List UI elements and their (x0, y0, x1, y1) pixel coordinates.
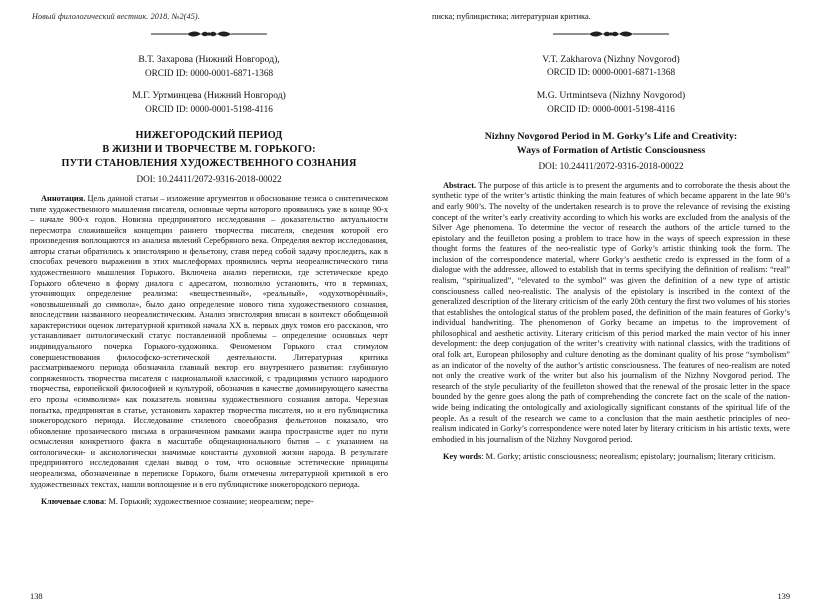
keywords-right (432, 452, 790, 463)
doi-right: DOI: 10.24411/2072-9316-2018-00022 (538, 160, 684, 171)
ornament-icon (551, 28, 671, 40)
abstract-right (432, 181, 790, 445)
author-entry (30, 53, 388, 80)
abstract-left (30, 194, 388, 490)
keywords-label: Key words (443, 452, 482, 462)
abstract-text: Цель данной статьи – изложение аргументов и обоснование тезиса о синтетическом типе художественного мышления писателя, основные черты которого проявились уже в конце 90-х – начале 900-х годов. Новизна предпринятого исследования – доказательство актуальности пересмотра сложившейся концепции раннего творчества писателя, сведения которой его произведения воплощаются из анализа явлений Серебряного века. Определяя вектор исследования, авторы статьи обратились к эпистолярию и фельетону, ставя перед собой задачу проследить, как в способах речевого выражения в этих мыслеформах проявились черты неореалистического типа художественного мышления Горького. Включена анализ переписки, где эстетическое кредо Горького облечено в форму диалога с адресатом, позволило установить, что в терминах, уточняющих определение реализма: «вещественный», «реальный», «одухотворённый», «овозвышенный до символа», было дано определение нового типа художественного сознания, впоследствии названного неореалистическим. Анализ эпистолярия вписан в контекст обобщенной характеристики оценок литературной критикой начала XX в. первых двух томов его рассказов, что устанавливает онтологический статус поставленной проблемы – определение основных черт индивидуального почерка Горького-художника. Феноменом Горького стал стимулом совершенствования философско-эстетической деятельности. Литературная критика рассматриваемого периода обозначила главный вектор его внутреннего развития: глубинную сопряженность творчества писателя с национальной классикой, с традициями устного народного творчества, европейской философией и культурой, обозначив в качестве доминирующего качества его прозы «символизм» как показатель новизны художественного сознания автора. Черезная попытка, предпринятая в статье, установить характер творчества писателя, но и его публицистика нижегородского периода. Исследование стилевого своеобразия фельетонов показало, что обновление прозаического письма в ограниченном рамками жанра пространстве идет по пути осмысления конкретного факта в масштабе общенационального бытия – с указанием на онтологически- и аксиологически значимые константы духовной жизни народа. В результате предпринятого исследования сделан вывод о том, что основные эстетические принципы неореализма, обозначенные в переписке Горького, были отмечены литературной критикой в его художественных текстах, нашли воплощение и в его публицистике нижегородского периода. (30, 193, 388, 489)
author-entry (432, 89, 790, 116)
keywords-left-continuation: писка; публицистика; литературная критика. (432, 12, 591, 21)
title-line: ПУТИ СТАНОВЛЕНИЯ ХУДОЖЕСТВЕННОГО СОЗНАНИЯ (61, 158, 357, 170)
page-title-en (432, 130, 790, 159)
abstract-text: The purpose of this article is to present the arguments and to corroborate the thesis about the synthetic type of the writer’s artistic thinking the main features of which became apparent in the late 90’s and early 900’s. The novelty of the undertaken research is to prove the relevance of revising the existing concept of the writer’s early creativity according to which his works are excluded from the analysis of the Silver Age phenomena. To determine the vector of research the authors of the article turned to the epistolary and the feuilleton posing a problem to trace how in the ways of speech expression in these thought forms the features of the neo-realistic type of Gorky’s artistic thinking took the form. The inclusion of the correspondence material, where Gorky’s aesthetic credo is expressed in the form of a dialogue with the addressee, allowed to establish that in terms specifying the definition of realism: “real” realism, “spiritualized”, “elevated to the symbol” was given the definition of a new type of artistic consciousness called neo-realistic. The analysis of the epistolary is inscribed in the context of the generalized description of the literary criticism of the early 20th century the first two volumes of his stories that establishes the ontological status of the problem posed, the definition of the main features of Gorky’s individual handwriting. The phenomenon of Gorky became an impetus to the improvement of philosophical and aesthetic activity. Literary criticism of this period marked the main vector of his inner development: the deep conjugation of the writer’s creativity with national classics, with the traditions of oral folk art, European philosophy and culture denoting as the dominant quality of his prose “symbolism” as an indicator of the novelty of the author’s artistic consciousness. The features of neo-realism are noted not only the creative work of the writer but also his journalism of the Nizhny Novgorod period. The research of the style peculiarity of the feuilleton showed that the renewal of the prosaic letter in the space bounded by the genre goes along the path of comprehending the concrete fact on the scale of the nation-wide being indicating the ontologically and axiologically significant constants of the spiritual life of the people. As a result of the research we came to a conclusion that the main aesthetic principles of neo-realism indicated in Gorky’s correspondence were noted later by literary criticism in his artistic texts, were embodied in his journalism of the Nizhny Novgorod period. (432, 180, 790, 444)
author-orcid: ORCID ID: 0000-0001-6871-1368 (546, 67, 676, 78)
keywords-text: : М. Горький; художественное сознание; неореализм; пере- (104, 497, 314, 507)
author-name: M.G. Urtmintseva (Nizhny Novgorod) (536, 89, 686, 101)
author-orcid: ORCID ID: 0000-0001-5198-4116 (145, 104, 273, 115)
author-block-left (30, 53, 388, 117)
keywords-text: : M. Gorky; artistic consciousness; neorealism; epistolary; journalism; literary criticism. (481, 452, 776, 462)
ornament-icon (149, 28, 269, 40)
author-name: М.Г. Уртминцева (Нижний Новгород) (132, 90, 286, 102)
doi-left: DOI: 10.24411/2072-9316-2018-00022 (136, 173, 282, 184)
author-orcid: ORCID ID: 0000-0001-5198-4116 (547, 103, 675, 114)
page-right (410, 0, 820, 609)
author-name: V.T. Zakharova (Nizhny Novgorod) (542, 53, 680, 65)
ornament-divider-right (432, 27, 790, 41)
ornament-divider-left (30, 27, 388, 41)
folio-right: 139 (777, 592, 790, 601)
title-line: Ways of Formation of Artistic Consciousness (516, 145, 706, 157)
author-block-right (432, 53, 790, 117)
author-name: В.Т. Захарова (Нижний Новгород), (138, 54, 280, 65)
title-line: Nizhny Novgorod Period in M. Gorky’s Life and Creativity: (484, 131, 738, 143)
folio-left: 138 (30, 592, 43, 601)
title-line: В ЖИЗНИ И ТВОРЧЕСТВЕ М. ГОРЬКОГО: (102, 143, 316, 155)
author-orcid: ORCID ID: 0000-0001-6871-1368 (144, 67, 274, 78)
keywords-label: Ключевые слова (41, 497, 105, 507)
author-entry (30, 89, 388, 116)
author-entry (432, 53, 790, 80)
abstract-label: Abstract. (443, 180, 477, 190)
abstract-label: Аннотация. (41, 193, 86, 203)
running-head: Новый филологический вестник. 2018. №2(45). (32, 12, 200, 21)
page-title (30, 129, 388, 172)
title-line: НИЖЕГОРОДСКИЙ ПЕРИОД (135, 129, 283, 141)
keywords-left (30, 497, 388, 508)
